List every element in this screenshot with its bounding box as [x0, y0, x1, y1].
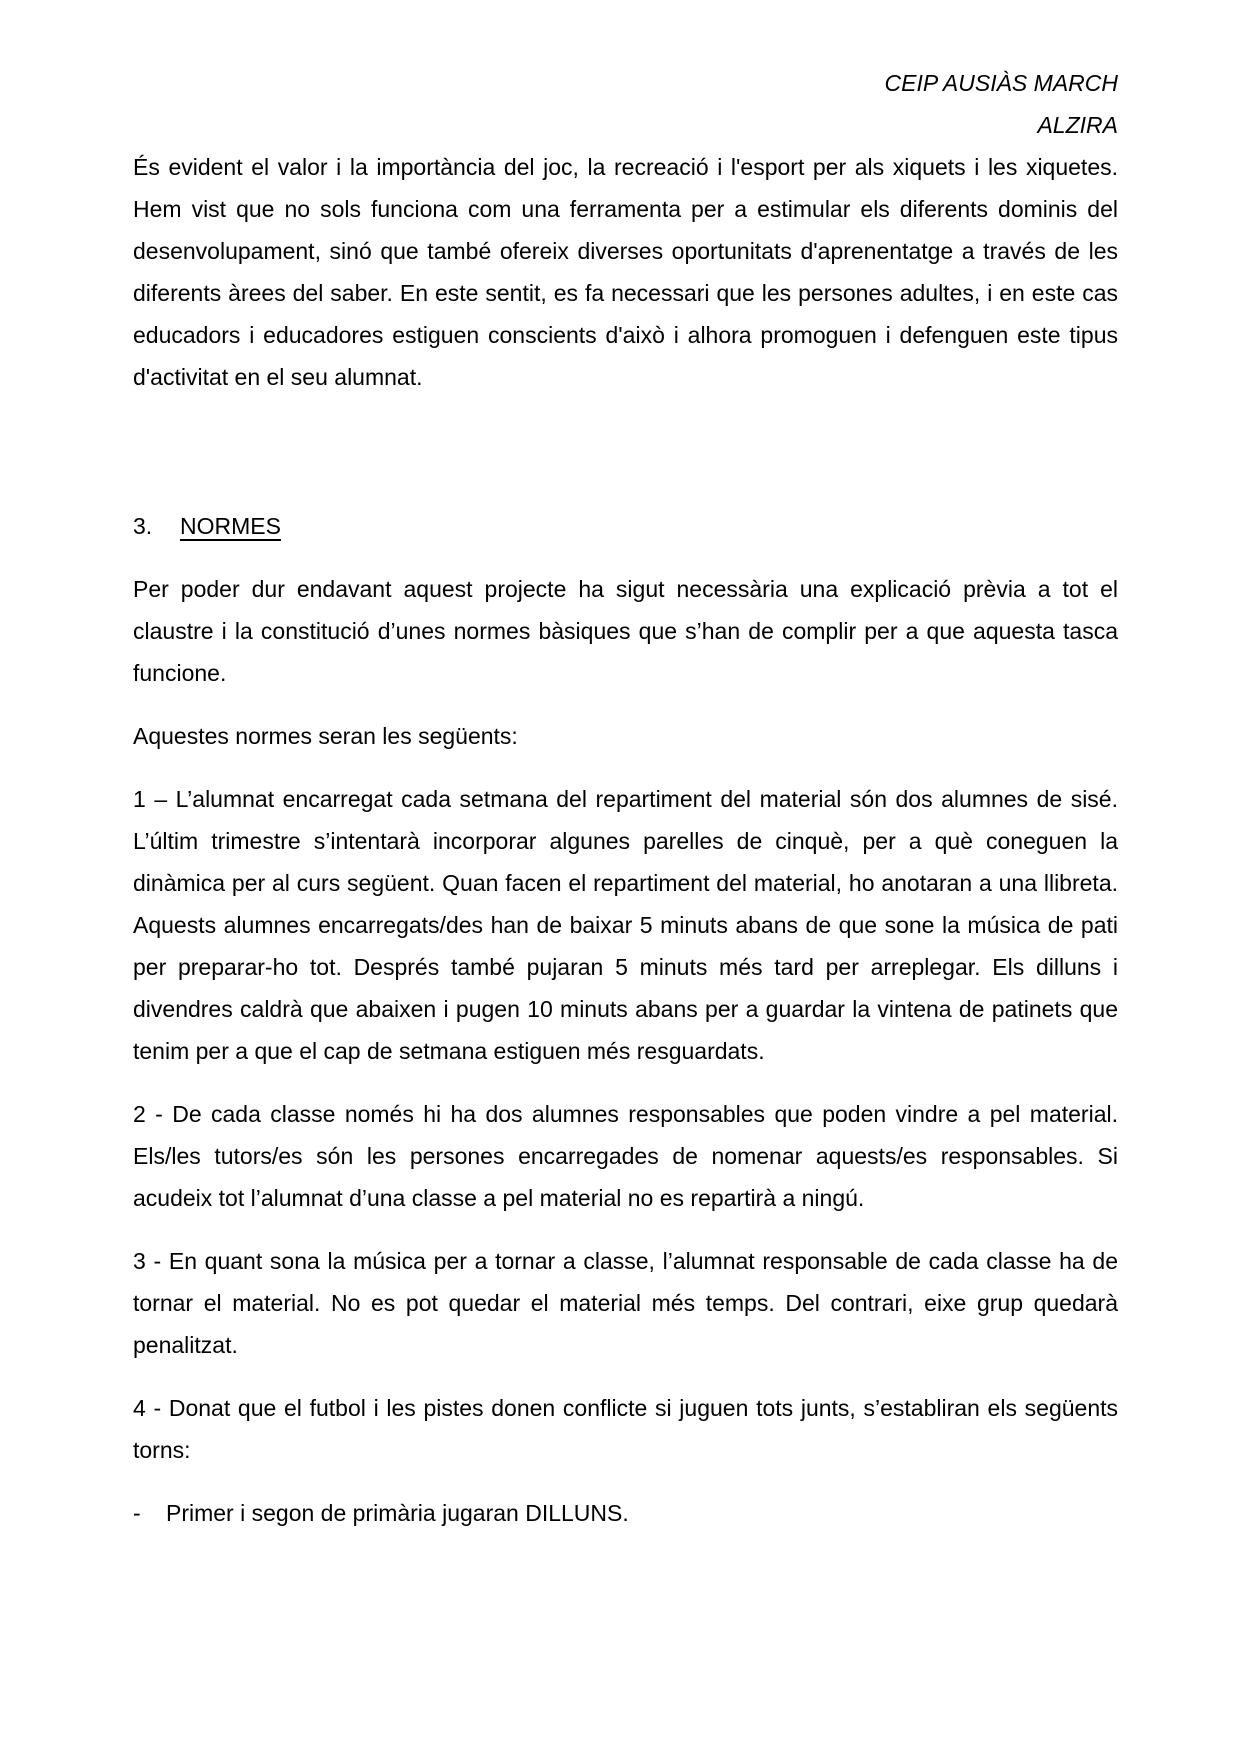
norm-item-1: 1 – L’alumnat encarregat cada setmana del repartiment del material són dos alumnes de sisé. L’últim trimestre s’intentarà incorporar algunes parelles de cinquè, per a què coneguen la dinàmica per al curs següent. Quan facen el repartiment del material, ho anotaran a una llibreta. Aquests alumnes encarregats/des han de baixar 5 minuts abans de que sone la música de pati per preparar-ho tot. Després també pujaran 5 minuts més tard per arreplegar. Els dilluns i divendres caldrà que abaixen i pugen 10 minuts abans per a guardar la vintena de patinets que tenim per a que el cap de setmana estiguen més resguardats. [133, 786, 1118, 1064]
schedule-bullet-item [133, 1492, 1118, 1534]
section-heading [133, 505, 1118, 547]
document-header [133, 62, 1118, 146]
header-city: ALZIRA [1037, 112, 1118, 138]
norm-item-3: 3 - En quant sona la música per a tornar a classe, l’alumnat responsable de cada classe ha de tornar el material. No es pot quedar el material més temps. Del contrari, eixe grup quedarà penalitzat. [133, 1248, 1118, 1358]
bullet-marker: - [133, 1500, 141, 1526]
section-title: NORMES [180, 513, 281, 539]
section-number: 3. [133, 513, 153, 539]
norm-item-2: 2 - De cada classe només hi ha dos alumnes responsables que poden vindre a pel material. Els/les tutors/es són les persones encarregades de nomenar aquests/es responsables. Si acudeix tot l’alumnat d’una classe a pel material no es repartirà a ningú. [133, 1101, 1118, 1211]
bullet-text: Primer i segon de primària jugaran DILLUNS. [166, 1500, 629, 1526]
header-school-name: CEIP AUSIÀS MARCH [884, 70, 1118, 96]
explanation-paragraph: Per poder dur endavant aquest projecte ha sigut necessària una explicació prèvia a tot el claustre i la constitució d’unes normes bàsiques que s’han de complir per a que aquesta tasca funcione. [133, 576, 1118, 686]
intro-paragraph: És evident el valor i la importància del joc, la recreació i l'esport per als xiquets i les xiquetes. Hem vist que no sols funciona com una ferramenta per a estimular els diferents dominis del desenvolupament, sinó que també ofereix diverses oportunitats d'aprenentatge a través de les diferents àrees del saber. En este sentit, es fa necessari que les persones adultes, i en este cas educadors i educadores estiguen conscients d'això i alhora promoguen i defenguen este tipus d'activitat en el seu alumnat. [133, 154, 1118, 390]
norms-intro-paragraph: Aquestes normes seran les següents: [133, 723, 518, 749]
norm-item-4: 4 - Donat que el futbol i les pistes donen conflicte si juguen tots junts, s’establiran els següents torns: [133, 1395, 1118, 1463]
